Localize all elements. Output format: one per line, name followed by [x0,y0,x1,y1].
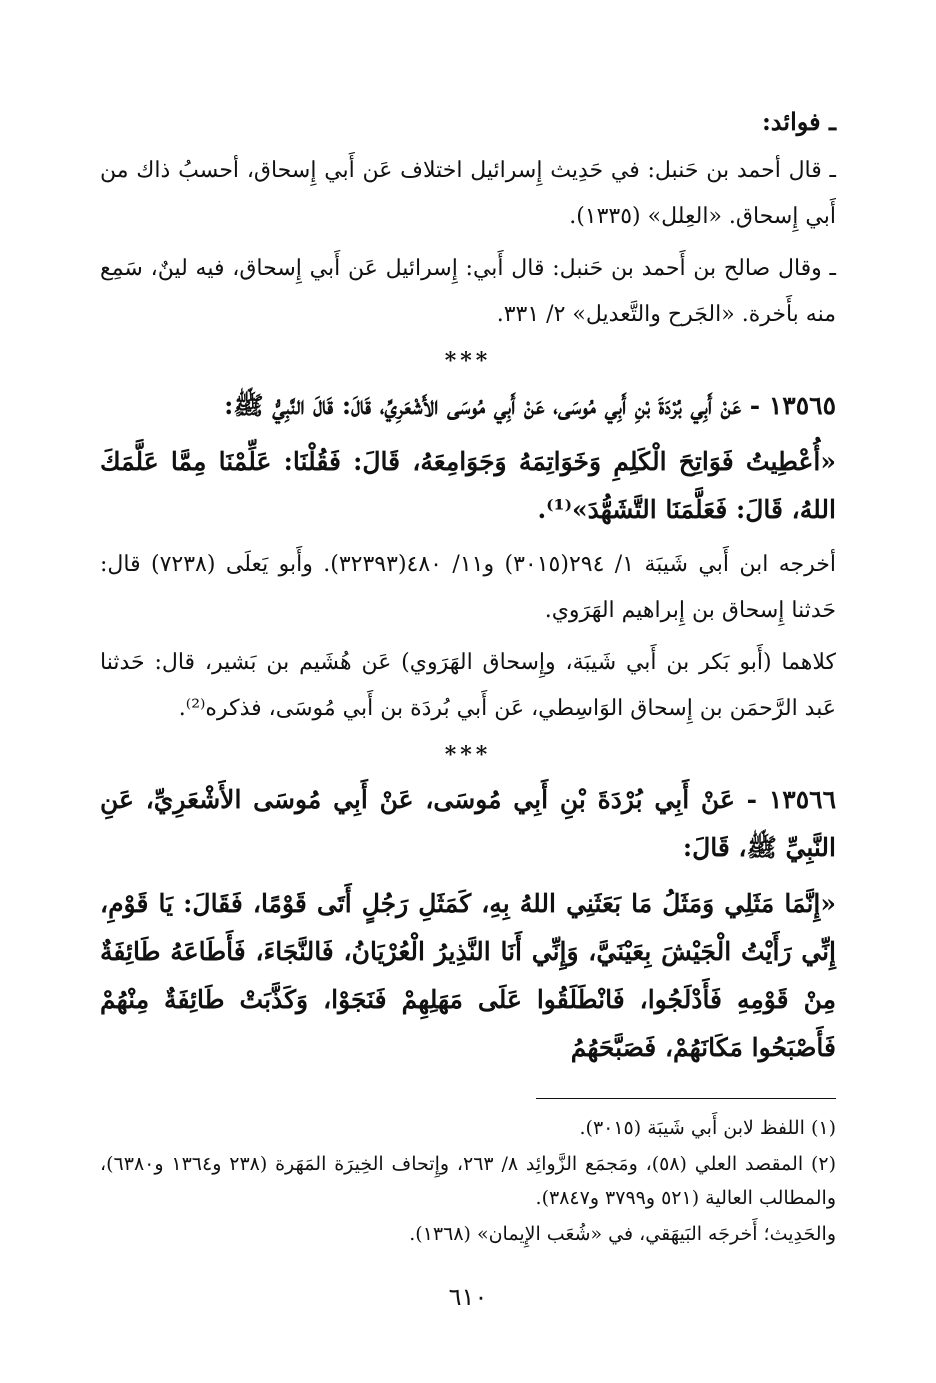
hadith-13566-isnad: ١٣٥٦٦ - عَنْ أَبِي بُرْدَةَ بْنِ أَبِي مُوسَى، عَنْ أَبِي مُوسَى الأَشْعَرِيِّ، عَنِ النَّبِيِّ ﷺ، قَالَ: [100,785,836,862]
section-divider-stars-2: *** [444,742,492,768]
footnote-3: والحَدِيث؛ أَخرجَه البَيهَقي، في «شُعَب الإِيمان» (١٣٦٨). [409,1223,836,1245]
footnote-1: (١) اللفظ لابن أَبي شَيبَة (٣٠١٥). [579,1117,836,1139]
takhrij-paragraph-2: كلاهما (أَبو بَكر بن أَبي شَيبَة، وإِسحاق الهَرَوي) عَن هُشَيم بن بَشير، قال: حَدثنا عَبد الرَّحمَن بن إِسحاق الوَاسِطي، عَن أَبي بُردَة بن أَبي مُوسَى، فذكره⁽²⁾. [100,650,836,721]
takhrij-paragraph-1: أخرجه ابن أَبي شَيبَة ١/ ٢٩٤(٣٠١٥) و١١/ ٤٨٠(٣٢٣٩٣). وأَبو يَعلَى (٧٢٣٨) قال: حَدثنا إِسحاق بن إِبراهيم الهَرَوي. [100,552,836,623]
footnote-2: (٢) المقصد العلي (٥٨)، ومَجمَع الزَّوائِد ٨/ ٢٦٣، وإِتحاف الخِيرَة المَهَرة (٢٣٨ و١٣٦٤ و٦٣٨٠)، والمطالب العالية (٥٢١ و٣٧٩٩ و٣٨٤٧). [100,1153,836,1209]
section-heading: ـ فوائد: [761,107,836,136]
hadith-13565-text: «أُعْطِيتُ فَوَاتِحَ الْكَلِمِ وَخَوَاتِمَهُ وَجَوَامِعَهُ، قَالَ: فَقُلْنَا: عَلِّمْنَا مِمَّا عَلَّمَكَ اللهُ، قَالَ: فَعَلَّمَنَا التَّشَهُّدَ»⁽¹⁾. [100,447,836,524]
page-number: ٦١٠ [448,1283,488,1311]
hadith-13565-isnad: ١٣٥٦٥ - عَنْ أَبِي بُرْدَةَ بْنِ أَبِي مُوسَى، عَنْ أَبِي مُوسَى الأَشْعَرِيِّ، قَالَ: قَالَ النَّبِيُّ ﷺ: [224,391,836,420]
hadith-13566-text: «إِنَّمَا مَثَلِي وَمَثَلُ مَا بَعَثَنِي اللهُ بِهِ، كَمَثَلِ رَجُلٍ أَتَى قَوْمًا، فَقَالَ: يَا قَوْمِ، إِنِّي رَأَيْتُ الْجَيْشَ بِعَيْنَيَّ، وَإِنِّي أَنَا النَّذِيرُ الْعُرْيَانُ، فَالنَّجَاءَ، فَأَطَاعَهُ طَائِفَةٌ مِنْ قَوْمِهِ فَأَدْلَجُوا، فَانْطَلَقُوا عَلَى مَهَلِهِمْ فَنَجَوْا، وَكَذَّبَتْ طَائِفَةٌ مِنْهُمْ فَأَصْبَحُوا مَكَانَهُمْ، فَصَبَّحَهُمُ [100,889,836,1062]
note-paragraph-1: ـ قال أحمد بن حَنبل: في حَدِيث إِسرائيل اختلاف عَن أَبي إِسحاق، أحسبُ ذاك من أَبي إِسحاق. «العِلل» (١٣٣٥). [100,158,836,229]
section-divider-stars: *** [444,348,492,374]
note-paragraph-2: ـ وقال صالح بن أَحمد بن حَنبل: قال أَبي: إِسرائيل عَن أَبي إِسحاق، فيه لينٌ، سَمِع منه بأَخرة. «الجَرح والتَّعديل» ٢/ ٣٣١. [100,256,836,327]
footnote-separator [536,1098,836,1099]
